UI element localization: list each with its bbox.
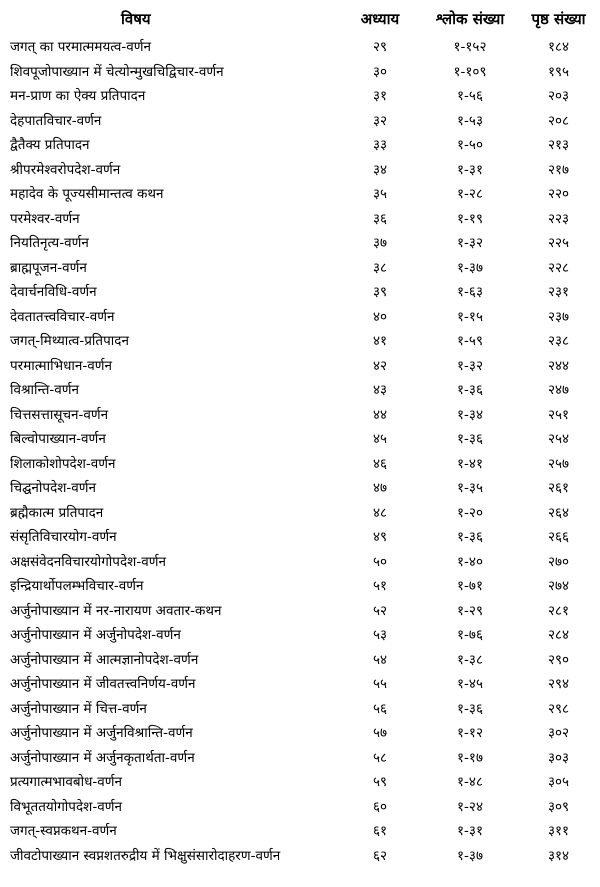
page-cell: २४७	[547, 382, 570, 399]
page-cell: २६६	[547, 529, 570, 546]
verses-cell: १-५९	[457, 333, 483, 350]
page-cell: २०८	[547, 112, 570, 129]
subject-cell: मन-प्राण का ऐक्य प्रतिपादन	[10, 88, 146, 105]
table-body	[6, 34, 596, 867]
table-row	[6, 181, 596, 206]
verses-cell: १-३५	[457, 480, 483, 497]
verses-cell: १-४१	[457, 455, 483, 472]
verses-cell: १-७६	[457, 627, 483, 644]
page-cell: २८४	[547, 627, 570, 644]
page-cell: २२०	[547, 186, 570, 203]
verses-cell: १-३७	[457, 847, 483, 864]
page-cell: २६१	[547, 480, 570, 497]
subject-cell: परमात्माभिधान-वर्णन	[10, 357, 113, 374]
subject-cell: द्वैतैक्य प्रतिपादन	[10, 137, 90, 154]
page-cell: २५७	[547, 455, 570, 472]
chapter-cell: ३६	[372, 210, 388, 227]
verses-cell: १-७१	[457, 578, 483, 595]
page-cell: २२५	[547, 235, 570, 252]
page-cell: ३०५	[547, 774, 570, 791]
subject-cell: प्रत्यगात्मभावबोध-वर्णन	[10, 774, 123, 791]
verses-cell: १-४५	[457, 676, 483, 693]
chapter-cell: ४८	[372, 504, 388, 521]
chapter-cell: ४२	[372, 357, 388, 374]
page-cell: ३०९	[547, 798, 570, 815]
table-row	[6, 622, 596, 647]
subject-cell: श्रीपरमेश्वरोपदेश-वर्णन	[10, 161, 121, 178]
table-row	[6, 500, 596, 525]
subject-cell: इन्द्रियार्थोपलम्भविचार-वर्णन	[10, 578, 144, 595]
subject-cell: चिद्घनोपदेश-वर्णन	[10, 480, 97, 497]
chapter-cell: २९	[372, 39, 388, 56]
verses-cell: १-२८	[457, 186, 483, 203]
subject-cell: चित्तसत्तासूचन-वर्णन	[10, 406, 109, 423]
chapter-cell: ५४	[372, 651, 388, 668]
subject-cell: जगत्-स्वप्नकथन-वर्णन	[10, 823, 117, 840]
table-row	[6, 818, 596, 843]
table-row	[6, 475, 596, 500]
table-row	[6, 598, 596, 623]
table-row	[6, 377, 596, 402]
chapter-cell: ५७	[372, 725, 388, 742]
subject-cell: विभूततयोगोपदेश-वर्णन	[10, 798, 122, 815]
chapter-cell: ४०	[372, 308, 388, 325]
chapter-cell: ५५	[372, 676, 388, 693]
page-cell: ३०२	[547, 725, 570, 742]
chapter-cell: ४९	[372, 529, 388, 546]
chapter-cell: ५२	[372, 602, 388, 619]
subject-cell: जगत्-मिथ्यात्व-प्रतिपादन	[10, 333, 129, 350]
subject-cell: अर्जुनोपाख्यान में आत्मज्ञानोपदेश-वर्णन	[10, 651, 199, 668]
table-row	[6, 34, 596, 59]
verses-cell: १-१०९	[453, 63, 487, 80]
chapter-cell: ३७	[372, 235, 388, 252]
subject-cell: ब्राह्मपूजन-वर्णन	[10, 259, 87, 276]
chapter-cell: ६२	[372, 847, 388, 864]
verses-cell: १-३६	[457, 700, 483, 717]
table-row	[6, 59, 596, 84]
subject-column-header: विषय	[121, 10, 151, 28]
verses-column-header: श्लोक संख्या	[435, 10, 505, 28]
table-row	[6, 769, 596, 794]
table-row	[6, 573, 596, 598]
subject-cell: देवतातत्त्वविचार-वर्णन	[10, 308, 115, 325]
table-row	[6, 524, 596, 549]
page-cell: २९०	[547, 651, 570, 668]
subject-cell: अर्जुनोपाख्यान में अर्जुनविश्रान्ति-वर्णन	[10, 725, 193, 742]
page-cell: १९५	[547, 63, 570, 80]
table-row	[6, 671, 596, 696]
verses-cell: १-३१	[457, 823, 483, 840]
table-row	[6, 255, 596, 280]
chapter-cell: ३८	[372, 259, 388, 276]
subject-cell: अर्जुनोपाख्यान में अर्जुनकृतार्थता-वर्णन	[10, 749, 195, 766]
page-cell: २१३	[547, 137, 570, 154]
verses-cell: १-५६	[457, 88, 483, 105]
page-cell: २९४	[547, 676, 570, 693]
verses-cell: १-४०	[457, 553, 483, 570]
verses-cell: १-१९	[457, 210, 483, 227]
table-row	[6, 647, 596, 672]
table-row	[6, 794, 596, 819]
table-row	[6, 426, 596, 451]
verses-cell: १-२०	[457, 504, 483, 521]
page-cell: २०३	[547, 88, 570, 105]
subject-cell: अर्जुनोपाख्यान में जीवतत्त्वनिर्णय-वर्णन	[10, 676, 196, 693]
chapter-cell: ५०	[372, 553, 388, 570]
table-row	[6, 230, 596, 255]
verses-cell: १-३२	[457, 235, 483, 252]
chapter-cell: ५८	[372, 749, 388, 766]
subject-cell: देहपातविचार-वर्णन	[10, 112, 102, 129]
chapter-cell: ३२	[372, 112, 388, 129]
page-cell: ३०३	[547, 749, 570, 766]
table-row	[6, 720, 596, 745]
table-row	[6, 157, 596, 182]
subject-cell: ब्रह्मैकात्म प्रतिपादन	[10, 504, 104, 521]
verses-cell: १-५०	[457, 137, 483, 154]
page-cell: १८४	[547, 39, 570, 56]
page-cell: २३७	[547, 308, 570, 325]
table-row	[6, 279, 596, 304]
subject-cell: देवार्चनविधि-वर्णन	[10, 284, 97, 301]
chapter-cell: ६१	[372, 823, 388, 840]
table-row	[6, 843, 596, 868]
page-cell: २२८	[547, 259, 570, 276]
page-cell: २५४	[547, 431, 570, 448]
subject-cell: अर्जुनोपाख्यान में अर्जुनोपदेश-वर्णन	[10, 627, 181, 644]
page-cell: २१७	[547, 161, 570, 178]
table-row	[6, 83, 596, 108]
chapter-cell: ४१	[372, 333, 388, 350]
table-row	[6, 696, 596, 721]
chapter-cell: ३४	[372, 161, 388, 178]
subject-cell: महादेव के पूज्यसीमान्तत्व कथन	[10, 186, 164, 203]
chapter-cell: ३३	[372, 137, 388, 154]
table-row	[6, 108, 596, 133]
verses-cell: १-१५	[457, 308, 483, 325]
verses-cell: १-३६	[457, 431, 483, 448]
table-row	[6, 745, 596, 770]
subject-cell: नियतिनृत्य-वर्णन	[10, 235, 89, 252]
page-cell: ३१४	[547, 847, 570, 864]
subject-cell: अक्षसंवेदनविचारयोगोपदेश-वर्णन	[10, 553, 166, 570]
table-row	[6, 328, 596, 353]
subject-cell: बिल्वोपाख्यान-वर्णन	[10, 431, 106, 448]
table-row	[6, 353, 596, 378]
table-row	[6, 451, 596, 476]
chapter-cell: ३१	[372, 88, 388, 105]
chapter-cell: ५९	[372, 774, 388, 791]
chapter-cell: ४४	[372, 406, 388, 423]
table-row	[6, 304, 596, 329]
table-row	[6, 402, 596, 427]
verses-cell: १-५३	[457, 112, 483, 129]
chapter-cell: ५६	[372, 700, 388, 717]
page-cell: २४४	[547, 357, 570, 374]
chapter-cell: ४६	[372, 455, 388, 472]
page-cell: २८१	[547, 602, 570, 619]
verses-cell: १-३४	[457, 406, 483, 423]
page-cell: २९८	[547, 700, 570, 717]
chapter-cell: ६०	[372, 798, 388, 815]
table-row	[6, 132, 596, 157]
chapter-cell: ४३	[372, 382, 388, 399]
verses-cell: १-३८	[457, 651, 483, 668]
subject-cell: शिलाकोशोपदेश-वर्णन	[10, 455, 116, 472]
page-cell: २७०	[547, 553, 570, 570]
table-row	[6, 549, 596, 574]
chapter-cell: ३०	[372, 63, 388, 80]
subject-cell: विश्रान्ति-वर्णन	[10, 382, 80, 399]
subject-cell: शिवपूजोपाख्यान में चेत्योन्मुखचिद्विचार-वर्णन	[10, 63, 224, 80]
contents-table	[6, 4, 596, 867]
subject-cell: जगत् का परमात्ममयत्व-वर्णन	[10, 39, 152, 56]
chapter-cell: ३५	[372, 186, 388, 203]
subject-cell: संसृतिविचारयोग-वर्णन	[10, 529, 117, 546]
verses-cell: १-३७	[457, 259, 483, 276]
subject-cell: अर्जुनोपाख्यान में नर-नारायण अवतार-कथन	[10, 602, 222, 619]
verses-cell: १-६३	[457, 284, 483, 301]
table-row	[6, 206, 596, 231]
verses-cell: १-१२	[457, 725, 483, 742]
verses-cell: १-३१	[457, 161, 483, 178]
page-cell: २७४	[547, 578, 570, 595]
subject-cell: परमेश्वर-वर्णन	[10, 210, 80, 227]
page-cell: २२३	[547, 210, 570, 227]
page-cell: २५१	[547, 406, 570, 423]
page-cell: ३११	[547, 823, 570, 840]
verses-cell: १-२४	[457, 798, 483, 815]
verses-cell: १-१७	[457, 749, 483, 766]
chapter-column-header: अध्याय	[360, 10, 400, 28]
page-cell: २३१	[547, 284, 570, 301]
chapter-cell: ३९	[372, 284, 388, 301]
chapter-cell: ४५	[372, 431, 388, 448]
chapter-cell: ४७	[372, 480, 388, 497]
verses-cell: १-४८	[457, 774, 483, 791]
verses-cell: १-३६	[457, 529, 483, 546]
page-cell: २६४	[547, 504, 570, 521]
page-column-header: पृष्ठ संख्या	[531, 10, 586, 28]
page-cell: २३८	[547, 333, 570, 350]
subject-cell: अर्जुनोपाख्यान में चित्त-वर्णन	[10, 700, 147, 717]
header-row	[6, 4, 596, 34]
chapter-cell: ५१	[372, 578, 388, 595]
chapter-cell: ५३	[372, 627, 388, 644]
verses-cell: १-३६	[457, 382, 483, 399]
verses-cell: १-२९	[457, 602, 483, 619]
verses-cell: १-१५२	[453, 39, 487, 56]
subject-cell: जीवटोपाख्यान स्वप्नशतरुद्रीय में भिक्षुसंसारोदाहरण-वर्णन	[10, 847, 281, 864]
verses-cell: १-३२	[457, 357, 483, 374]
